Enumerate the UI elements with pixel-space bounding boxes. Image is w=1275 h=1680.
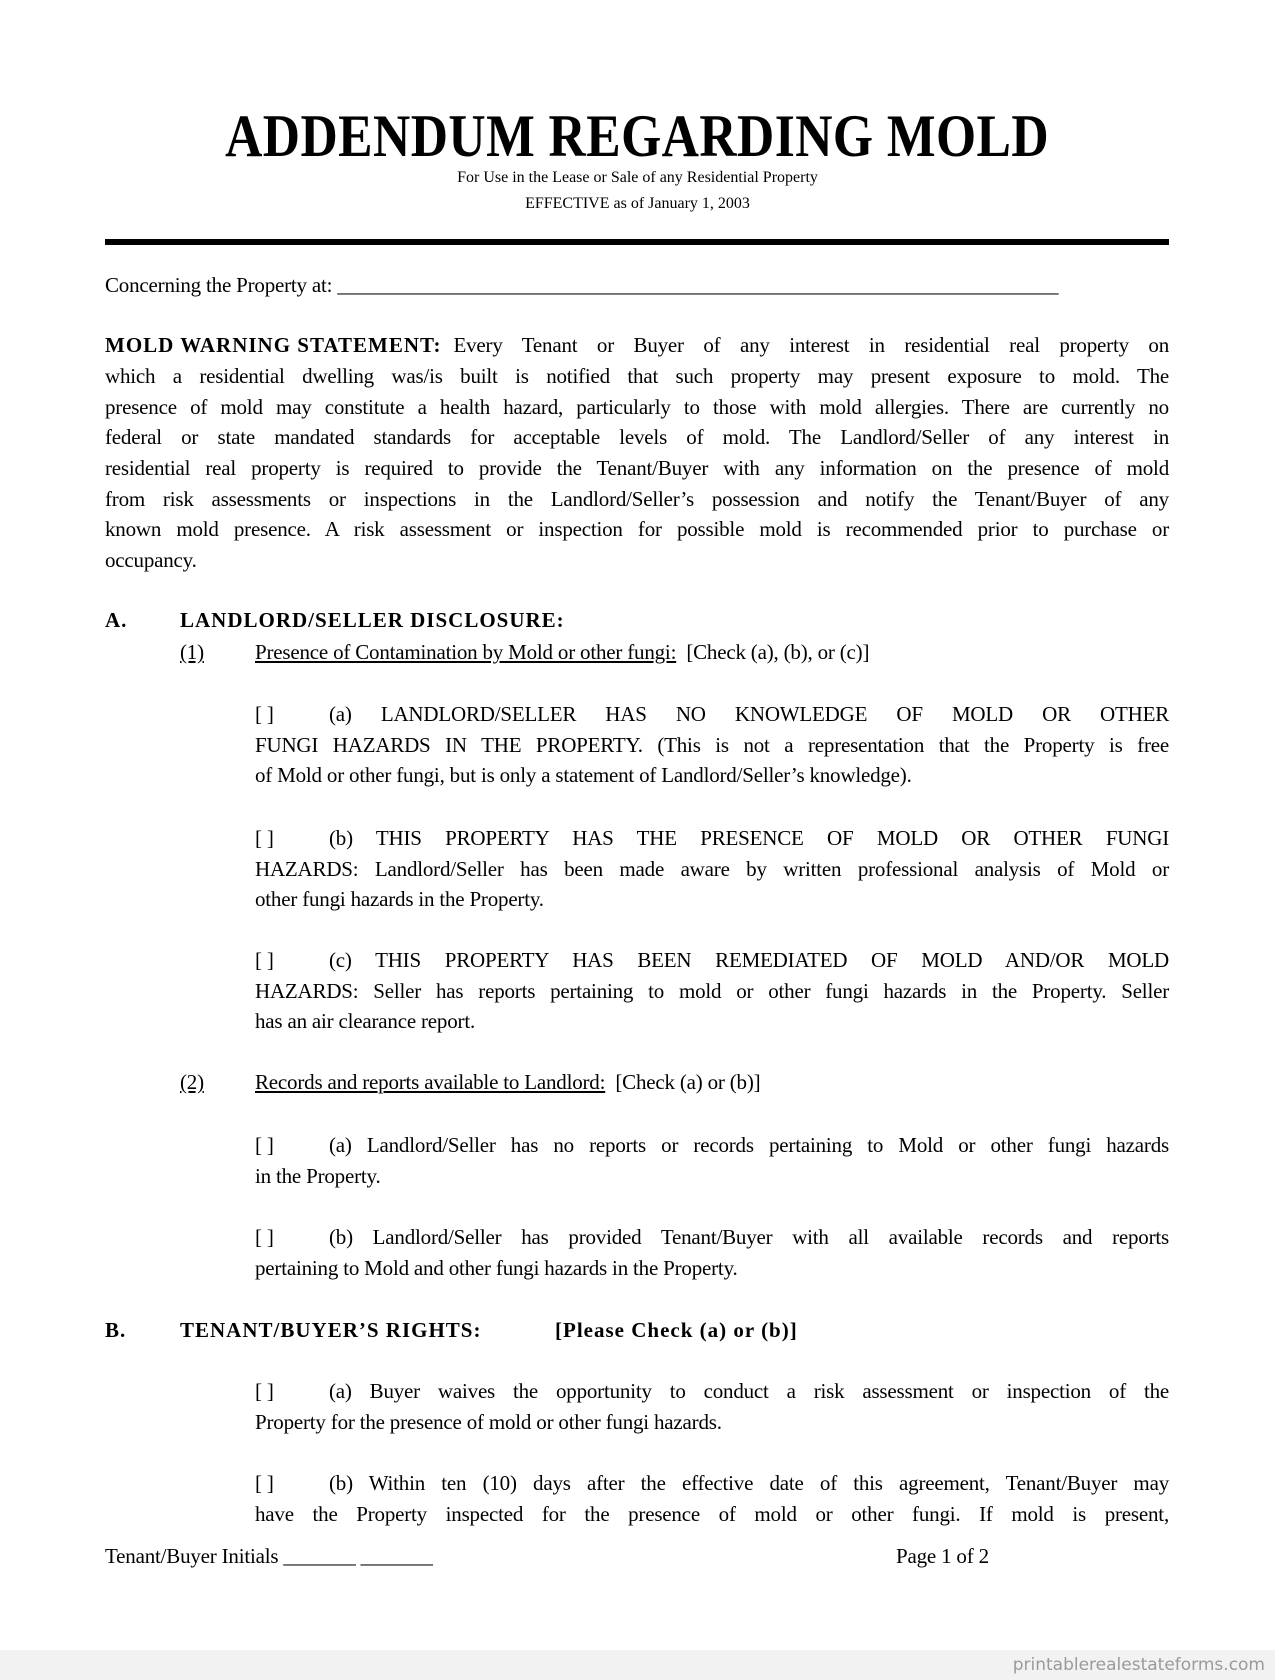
option-text-line: Property for the presence of mold or other fungi hazards. (255, 1409, 722, 1434)
checkbox[interactable]: [ ] (255, 826, 274, 850)
warning-line: from risk assessments or inspections in the Landlord/Seller’s possession and notify the Tenant/Buyer of any (105, 487, 1169, 511)
tenant-initials-line[interactable]: Tenant/Buyer Initials _______ _______ (105, 1544, 433, 1568)
header-divider (105, 239, 1169, 245)
checkbox[interactable]: [ ] (255, 1379, 274, 1403)
warning-line: presence of mold may constitute a health hazard, particularly to those with mold allergies. There are currently no (105, 395, 1169, 419)
title-text: ADDENDUM REGARDING MOLD (225, 103, 1050, 169)
option-text-line: (a) Buyer waives the opportunity to conduct a risk assessment or inspection of the (329, 1379, 1169, 1403)
sub2-number: (2) (180, 1070, 204, 1094)
warning-line (105, 330, 1169, 360)
option-text-line: (b) THIS PROPERTY HAS THE PRESENCE OF MOLD OR OTHER FUNGI (329, 826, 1169, 850)
warning-line: federal or state mandated standards for acceptable levels of mold. The Landlord/Seller of any interest in (105, 425, 1169, 449)
sub1-heading: Presence of Contamination by Mold or other fungi: (255, 640, 677, 664)
warning-line: residential real property is required to provide the Tenant/Buyer with any information on the presence of mold (105, 456, 1169, 480)
subtitle: For Use in the Lease or Sale of any Residential Property (457, 169, 818, 186)
section-a-heading: LANDLORD/SELLER DISCLOSURE: (180, 608, 565, 632)
checkbox[interactable]: [ ] (255, 1225, 274, 1249)
warning-line: which a residential dwelling was/is built is notified that such property may present exposure to mold. The (105, 364, 1169, 388)
effective-date: EFFECTIVE as of January 1, 2003 (525, 195, 750, 212)
option-text-line: (a) Landlord/Seller has no reports or records pertaining to Mold or other fungi hazards (329, 1133, 1169, 1157)
sub2-heading: Records and reports available to Landlord: (255, 1070, 606, 1094)
option-text-line: HAZARDS: Landlord/Seller has been made aware by written professional analysis of Mold or (255, 856, 1169, 881)
option-text-line: HAZARDS: Seller has reports pertaining to mold or other fungi hazards in the Property. Seller (255, 978, 1169, 1003)
section-b-heading: TENANT/BUYER’S RIGHTS: (180, 1318, 482, 1342)
sub1-instruction: [Check (a), (b), or (c)] (686, 640, 870, 664)
page-number: Page 1 of 2 (896, 1544, 989, 1568)
option-text-line: (a) LANDLORD/SELLER HAS NO KNOWLEDGE OF MOLD OR OTHER (329, 702, 1169, 726)
option-text-line: of Mold or other fungi, but is only a statement of Landlord/Seller’s knowledge). (255, 763, 912, 788)
document-title (0, 100, 1275, 172)
option-text-line: FUNGI HAZARDS IN THE PROPERTY. (This is not a representation that the Property is free (255, 732, 1169, 757)
warning-line: known mold presence. A risk assessment or inspection for possible mold is recommended prior to purchase or (105, 517, 1169, 541)
option-text-line: other fungi hazards in the Property. (255, 887, 544, 912)
option-text-line: has an air clearance report. (255, 1009, 476, 1034)
checkbox[interactable]: [ ] (255, 702, 274, 726)
option-text-line: pertaining to Mold and other fungi hazards in the Property. (255, 1255, 738, 1280)
section-b-letter: B. (105, 1318, 127, 1342)
watermark: printablerealestateforms.com (1012, 1655, 1265, 1675)
option-text-line: (b) Within ten (10) days after the effective date of this agreement, Tenant/Buyer may (329, 1471, 1169, 1495)
section-b-instruction: [Please Check (a) or (b)] (555, 1318, 798, 1342)
section-a-letter: A. (105, 608, 128, 632)
option-text-line: in the Property. (255, 1163, 381, 1188)
sub2-instruction: [Check (a) or (b)] (615, 1070, 761, 1094)
sub1-heading-row (255, 637, 869, 667)
warning-text: Every Tenant or Buyer of any interest in residential real property on (453, 333, 1169, 357)
property-address-line[interactable]: Concerning the Property at: ______________________________________________________________________ (105, 273, 1059, 297)
sub1-number: (1) (180, 640, 204, 664)
checkbox[interactable]: [ ] (255, 1471, 274, 1495)
option-text-line: (b) Landlord/Seller has provided Tenant/Buyer with all available records and reports (329, 1225, 1169, 1249)
sub2-heading-row (255, 1067, 760, 1097)
warning-line: occupancy. (105, 548, 197, 572)
option-text-line: have the Property inspected for the presence of mold or other fungi. If mold is present, (255, 1501, 1169, 1526)
checkbox[interactable]: [ ] (255, 948, 274, 972)
warning-label: MOLD WARNING STATEMENT: (105, 333, 442, 357)
option-text-line: (c) THIS PROPERTY HAS BEEN REMEDIATED OF MOLD AND/OR MOLD (329, 948, 1169, 972)
checkbox[interactable]: [ ] (255, 1133, 274, 1157)
